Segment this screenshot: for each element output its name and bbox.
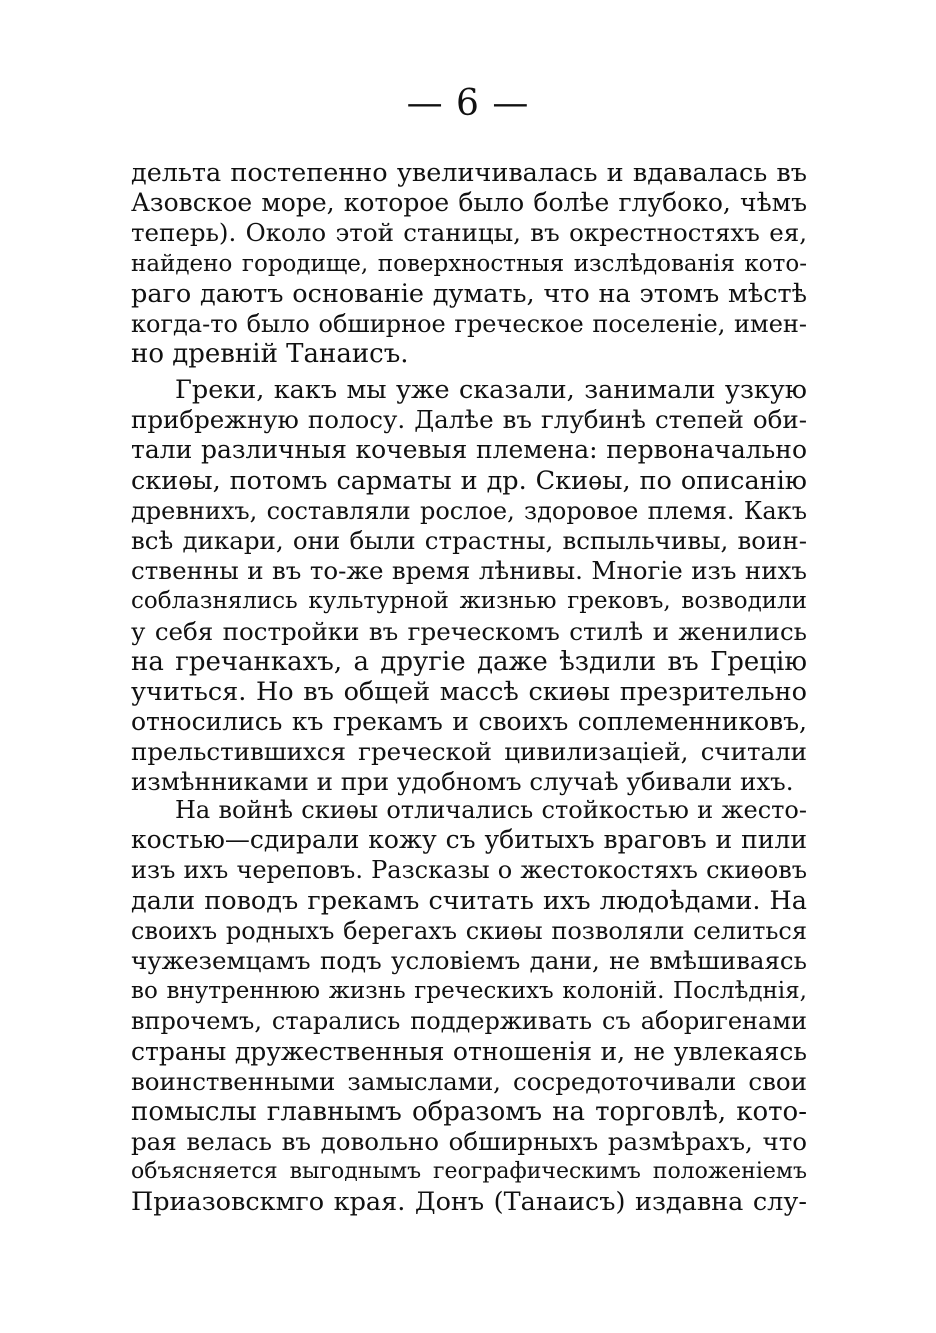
text-line: дельта постепенно увеличивалась и вдавалась въ [131,158,807,188]
text-line: когда-то было обширное греческое поселеніе, имен- [131,309,807,338]
text-line: изъ ихъ череповъ. Разсказы о жестокостяхъ скиѳовъ [131,856,807,885]
text-line: костью—сдирали кожу съ убитыхъ враговъ и пили [131,825,807,855]
text-line: ственны и въ то-же время лѣнивы. Многіе изъ нихъ [131,556,807,586]
text-line: найдено городище, поверхностныя изслѣдованія кото- [131,250,807,277]
text-line: помыслы главнымъ образомъ на торговлѣ, кото- [131,1096,807,1127]
text-line: прельстившихся греческой цивилизаціей, считали [131,737,807,767]
text-line: скиѳы, потомъ сарматы и др. Скиѳы, по описанію [131,465,807,496]
text-line: чужеземцамъ подъ условіемъ дани, не вмѣшиваясь [131,945,807,975]
text-line: но древній Танаисъ. [131,339,409,370]
text-line: теперь). Около этой станицы, въ окрестностяхъ ея, [131,218,807,248]
text-line: дали поводъ грекамъ считать ихъ людоѣдами. На [131,885,807,916]
text-line: Греки, какъ мы уже сказали, занимали узкую [175,375,807,405]
text-line: на гречанкахъ, а другіе даже ѣздили въ Грецію [131,646,807,677]
text-line: На войнѣ скиѳы отличались стойкостью и жесто- [175,796,807,824]
text-line: прибрежную полосу. Далѣе въ глубинѣ степей оби- [131,405,807,435]
paragraph-3 [131,795,807,1218]
text-line: во внутреннюю жизнь греческихъ колоній. Послѣднія, [131,978,807,1005]
text-line: Приазовскмго края. Донъ (Танаисъ) издавна слу- [131,1187,807,1218]
text-line: относились къ грекамъ и своихъ соплеменниковъ, [131,707,807,737]
text-line: Азовское море, которое было болѣе глубоко, чѣмъ [131,188,807,218]
text-line: раго даютъ основаніе думать, что на этомъ мѣстѣ [131,278,807,309]
text-line: впрочемъ, старались поддерживать съ аборигенами [131,1007,807,1036]
paragraph-2 [131,375,807,798]
paragraph-1 [131,158,807,369]
text-line: древнихъ, составляли рослое, здоровое племя. Какъ [131,496,807,525]
text-line: тали различныя кочевыя племена: первоначально [131,435,807,465]
page-number: — 6 — [406,83,530,124]
text-line: воинственными замыслами, сосредоточивали свои [131,1066,807,1096]
text-line: измѣнниками и при удобномъ случаѣ убивали ихъ. [131,767,794,797]
text-line: соблазнялись культурной жизнью грековъ, возводили [131,588,807,615]
text-line: всѣ дикари, они были страстны, вспыльчивы, воин- [131,525,807,555]
text-line: у себя постройки въ греческомъ стилѣ и женились [131,616,807,646]
text-line: рая велась въ довольно обширныхъ размѣрахъ, что [131,1127,807,1157]
text-line: учиться. Но въ общей массѣ скиѳы презрительно [131,676,807,707]
text-line: своихъ родныхъ берегахъ скиѳы позволяли селиться [131,916,807,945]
text-line: объясняется выгоднымъ географическимъ положеніемъ [131,1159,807,1185]
text-line: страны дружественныя отношенія и, не увлекаясь [131,1036,807,1066]
